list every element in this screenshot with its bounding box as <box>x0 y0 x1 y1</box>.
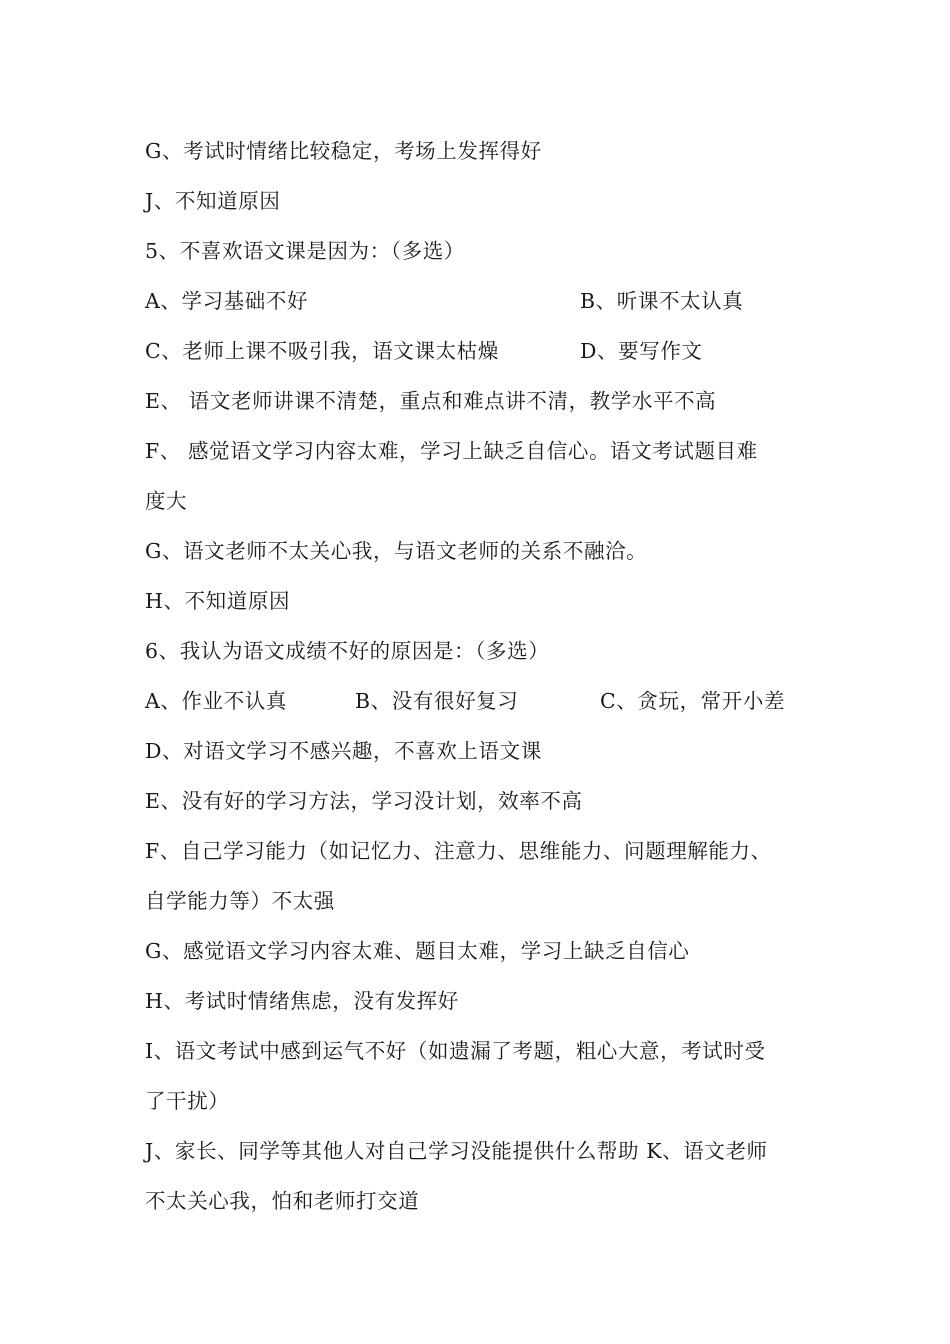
q5-options-row-2 <box>145 326 825 376</box>
q5-option-c: C、老师上课不吸引我，语文课太枯燥 <box>145 339 499 363</box>
q6-option-i: I、语文考试中感到运气不好（如遗漏了考题，粗心大意，考试时受 <box>145 1039 766 1063</box>
q6-option-d: D、对语文学习不感兴趣，不喜欢上语文课 <box>145 739 542 763</box>
option-line: J、不知道原因 <box>145 189 281 213</box>
q5-option-h: H、不知道原因 <box>145 589 291 613</box>
q6-option-b: B、没有很好复习 <box>355 689 519 713</box>
q6-option-c: C、贪玩，常开小差 <box>600 689 786 713</box>
q5-option-b: B、听课不太认真 <box>580 289 744 313</box>
q6-option-k-cont: 不太关心我，怕和老师打交道 <box>145 1189 420 1213</box>
q6-option-f-cont: 自学能力等）不太强 <box>145 889 335 913</box>
q6-option-h: H、考试时情绪焦虑，没有发挥好 <box>145 989 459 1013</box>
q6-option-g: G、感觉语文学习内容太难、题目太难，学习上缺乏自信心 <box>145 939 690 963</box>
q6-option-a: A、作业不认真 <box>145 689 288 713</box>
question-6: 6、我认为语文成绩不好的原因是：（多选） <box>145 639 550 663</box>
q5-option-e: E、 语文老师讲课不清楚，重点和难点讲不清，教学水平不高 <box>145 389 717 413</box>
q6-option-e: E、没有好的学习方法，学习没计划，效率不高 <box>145 789 583 813</box>
q5-option-f-cont: 度大 <box>145 489 188 513</box>
q6-option-i-cont: 了干扰） <box>145 1089 230 1113</box>
q5-option-g: G、语文老师不太关心我，与语文老师的关系不融洽。 <box>145 539 648 563</box>
q6-option-f: F、自己学习能力（如记忆力、注意力、思维能力、问题理解能力、 <box>145 839 772 863</box>
q5-option-d: D、要写作文 <box>580 339 703 363</box>
question-5: 5、不喜欢语文课是因为：（多选） <box>145 239 465 263</box>
q5-option-a: A、学习基础不好 <box>145 289 309 313</box>
q6-options-row-1 <box>145 676 825 726</box>
q6-option-j: J、家长、同学等其他人对自己学习没能提供什么帮助 K、语文老师 <box>145 1139 768 1163</box>
q5-option-f: F、 感觉语文学习内容太难，学习上缺乏自信心。语文考试题目难 <box>145 439 758 463</box>
q5-options-row-1 <box>145 276 825 326</box>
option-line: G、考试时情绪比较稳定，考场上发挥得好 <box>145 139 542 163</box>
